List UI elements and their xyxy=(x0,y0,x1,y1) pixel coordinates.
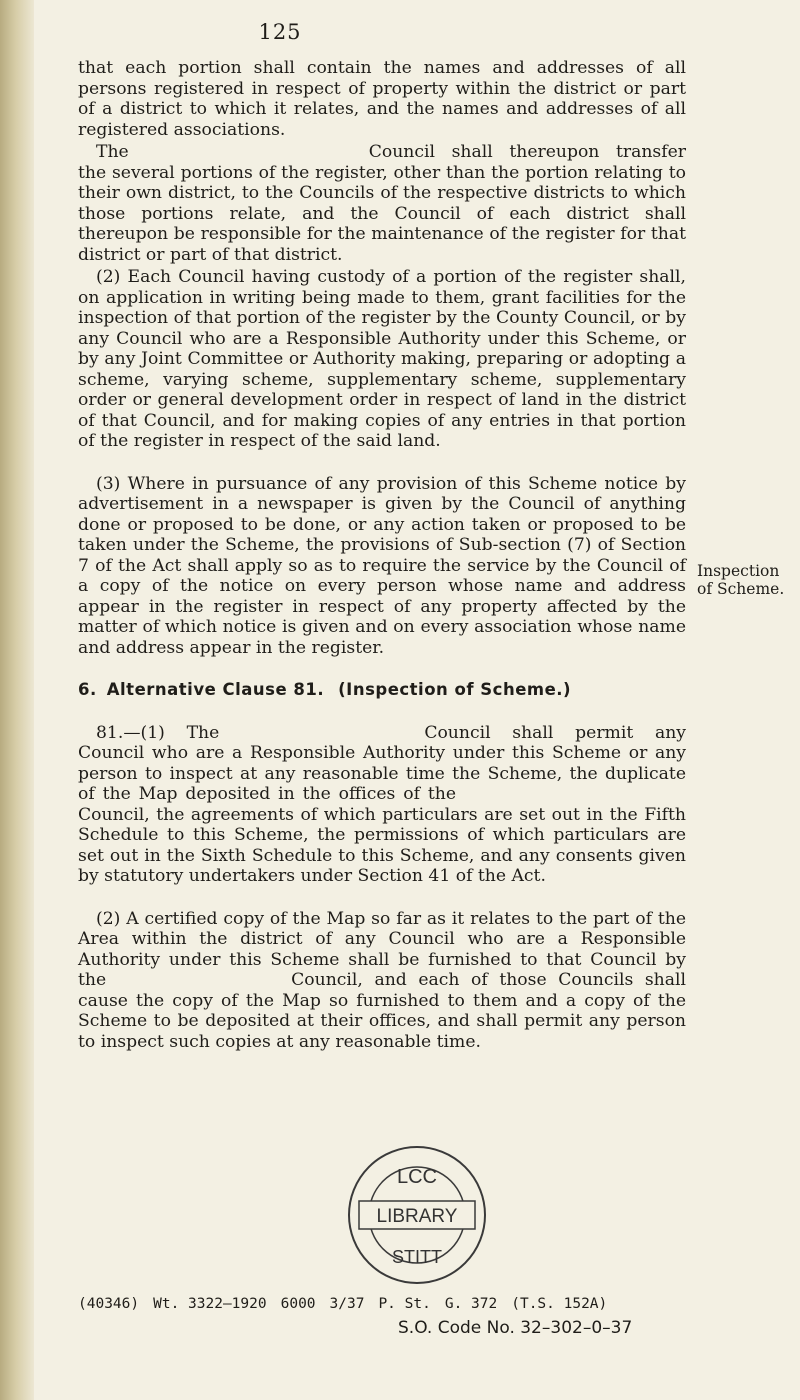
imprint-group: G. 372 xyxy=(444,1296,498,1312)
council-body: Council shall thereupon transfer the several portions of the register, other than the portion relating to their own district, to the Councils of the respective districts to which those portions relate, and the Council of each district shall thereupon be responsible for the maintenance of the register for that district or part of that district. xyxy=(78,142,686,265)
library-stamp-icon xyxy=(345,1143,489,1287)
document-body xyxy=(78,58,686,1052)
council-lead: The xyxy=(96,142,129,162)
clause-81-1-lead: 81.—(1) The xyxy=(96,722,220,743)
clause-81-2 xyxy=(78,909,686,1053)
paragraph-3: (3) Where in pursuance of any provision of this Scheme notice by advertisement in a newspaper is given by the Council of anything done or proposed to be done, or any action taken or proposed to be taken under the Scheme, the provisions of Sub-section (7) of Section 7 of the Act shall apply so as to require the service by the Council of a copy of the notice on every person whose name and address appear in the register in respect of any property affected by the matter of which notice is given and on every association whose name and address appear in the register. xyxy=(78,473,686,658)
paragraph-2: (2) Each Council having custody of a portion of the register shall, on application in writing being made to them, grant facilities for the inspection of that portion of the register by the County Council, or by any Council who are a Responsible Authority under this Scheme, or by any Joint Committee or Authority making, preparing or adopting a scheme, varying scheme, supplementary scheme, supplementary order or general development order in respect of land in the district of that Council, and for making copies of any entries in that portion of the register in respect of the said land. xyxy=(78,267,686,451)
paragraph-intro: that each portion shall contain the names and addresses of all persons registered in respect of property within the district or part of a district to which it relates, and the names and addresses of all registered associations. xyxy=(78,58,686,140)
clause-81-1-tail: Council, the agreements of which particulars are set out in the Fifth Schedule to this Scheme, the permissions of which particulars are set out in the Sixth Schedule to this Scheme, and any consents given by statutory undertakers under Section 41 of the Act. xyxy=(78,804,686,886)
page-number: 125 xyxy=(258,20,302,44)
imprint-date: 3/37 xyxy=(329,1296,365,1312)
printer-imprint xyxy=(78,1296,621,1312)
stamp-top-text: LCC xyxy=(396,1166,438,1188)
stamp-middle-text: LIBRARY xyxy=(376,1206,458,1227)
clause-81-1-body: Council shall permit any Council who are a Responsible Authority under this Scheme or any person to inspect at any reasonable time the Scheme, the duplicate of the Map deposited in the offices of the xyxy=(78,722,686,804)
margin-note-line-1: Inspection xyxy=(697,562,780,580)
imprint-job: (40346) xyxy=(78,1296,140,1312)
paragraph-council xyxy=(78,142,686,265)
section-title: Alternative Clause 81. xyxy=(106,680,325,699)
page-edge xyxy=(0,0,34,1400)
stamp-bottom-text: STITT xyxy=(392,1247,442,1267)
section-6-heading xyxy=(78,680,686,701)
margin-note xyxy=(697,562,797,598)
margin-note-line-2: of Scheme. xyxy=(697,580,785,598)
imprint-qty: 6000 xyxy=(280,1296,316,1312)
imprint-weight: Wt. 3322—1920 xyxy=(153,1296,267,1312)
clause-81-2-tail: Council, and each of those Councils shall cause the copy of the Map so furnished to them and a copy of the Scheme to be deposited at their offices, and shall permit any person to inspect such copies at any reasonable time. xyxy=(78,970,686,1052)
so-code: S.O. Code No. 32–302–0–37 xyxy=(398,1318,633,1338)
section-number: 6. xyxy=(78,680,97,699)
clause-81-2-body: (2) A certified copy of the Map so far as it relates to the part of the Area within the district of any Council who are a Responsible Authority under this Scheme shall be furnished to that Council by the xyxy=(78,908,686,990)
section-ref: (Inspection of Scheme.) xyxy=(338,680,572,699)
imprint-printer: P. St. xyxy=(378,1296,431,1312)
clause-81-1 xyxy=(78,723,686,887)
imprint-ref: (T.S. 152A) xyxy=(511,1296,608,1312)
